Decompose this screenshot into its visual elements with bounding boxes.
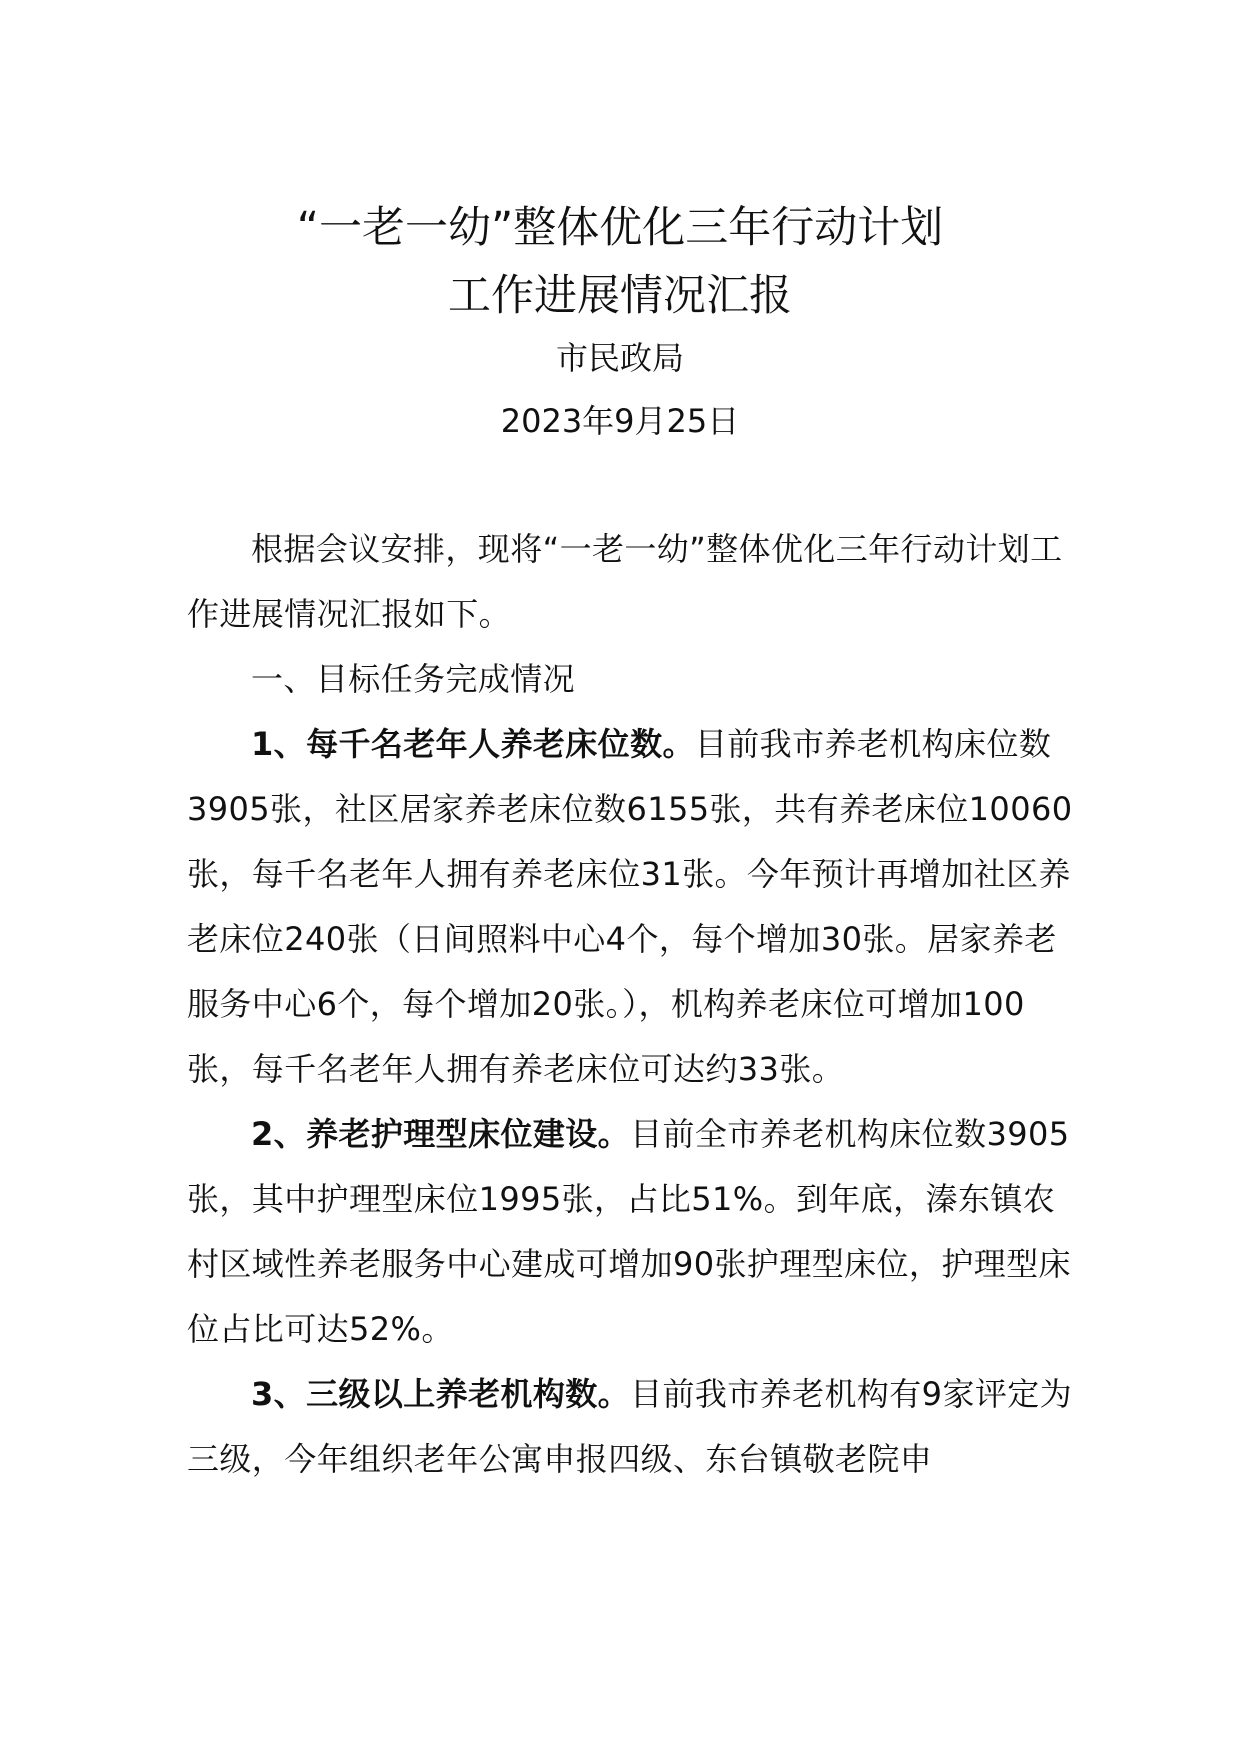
section-heading: 一、目标任务完成情况 — [251, 660, 576, 698]
item-text-3: 目前我市养老机构有9家评定为三级，今年组织老年公寓申报四级、东台镇敬老院申 — [187, 1375, 1073, 1478]
item-paragraph-2 — [187, 1102, 1087, 1362]
document-body — [187, 517, 1087, 1492]
item-paragraph-3 — [187, 1362, 1087, 1492]
item-lead-3: 3、三级以上养老机构数。 — [251, 1375, 631, 1413]
intro-paragraph: 根据会议安排，现将“一老一幼”整体优化三年行动计划工作进展情况汇报如下。 — [187, 530, 1063, 633]
document-title-line2: 工作进展情况汇报 — [448, 271, 792, 321]
document-date: 2023年9月25日 — [500, 402, 740, 440]
item-text-1: 目前我市养老机构床位数3905张，社区居家养老床位数6155张，共有养老床位10060张，每千名老年人拥有养老床位31张。今年预计再增加社区养老床位240张（日间照料中心4个，每个增加30张。居家养老服务中心6个，每个增加20张。），机构养老床位可增加100张，每千名老年人拥有养老床位可达约33张。 — [187, 725, 1073, 1088]
document-title-line1: “一老一幼”整体优化三年行动计划 — [296, 203, 944, 253]
issuing-department: 市民政局 — [555, 339, 684, 377]
item-paragraph-1 — [187, 712, 1087, 1102]
item-lead-2: 2、养老护理型床位建设。 — [251, 1115, 631, 1153]
item-text-2: 目前全市养老机构床位数3905张，其中护理型床位1995张，占比51%。到年底，溱东镇农村区域性养老服务中心建成可增加90张护理型床位，护理型床位占比可达52%。 — [187, 1115, 1071, 1348]
item-lead-1: 1、每千名老年人养老床位数。 — [251, 725, 695, 763]
